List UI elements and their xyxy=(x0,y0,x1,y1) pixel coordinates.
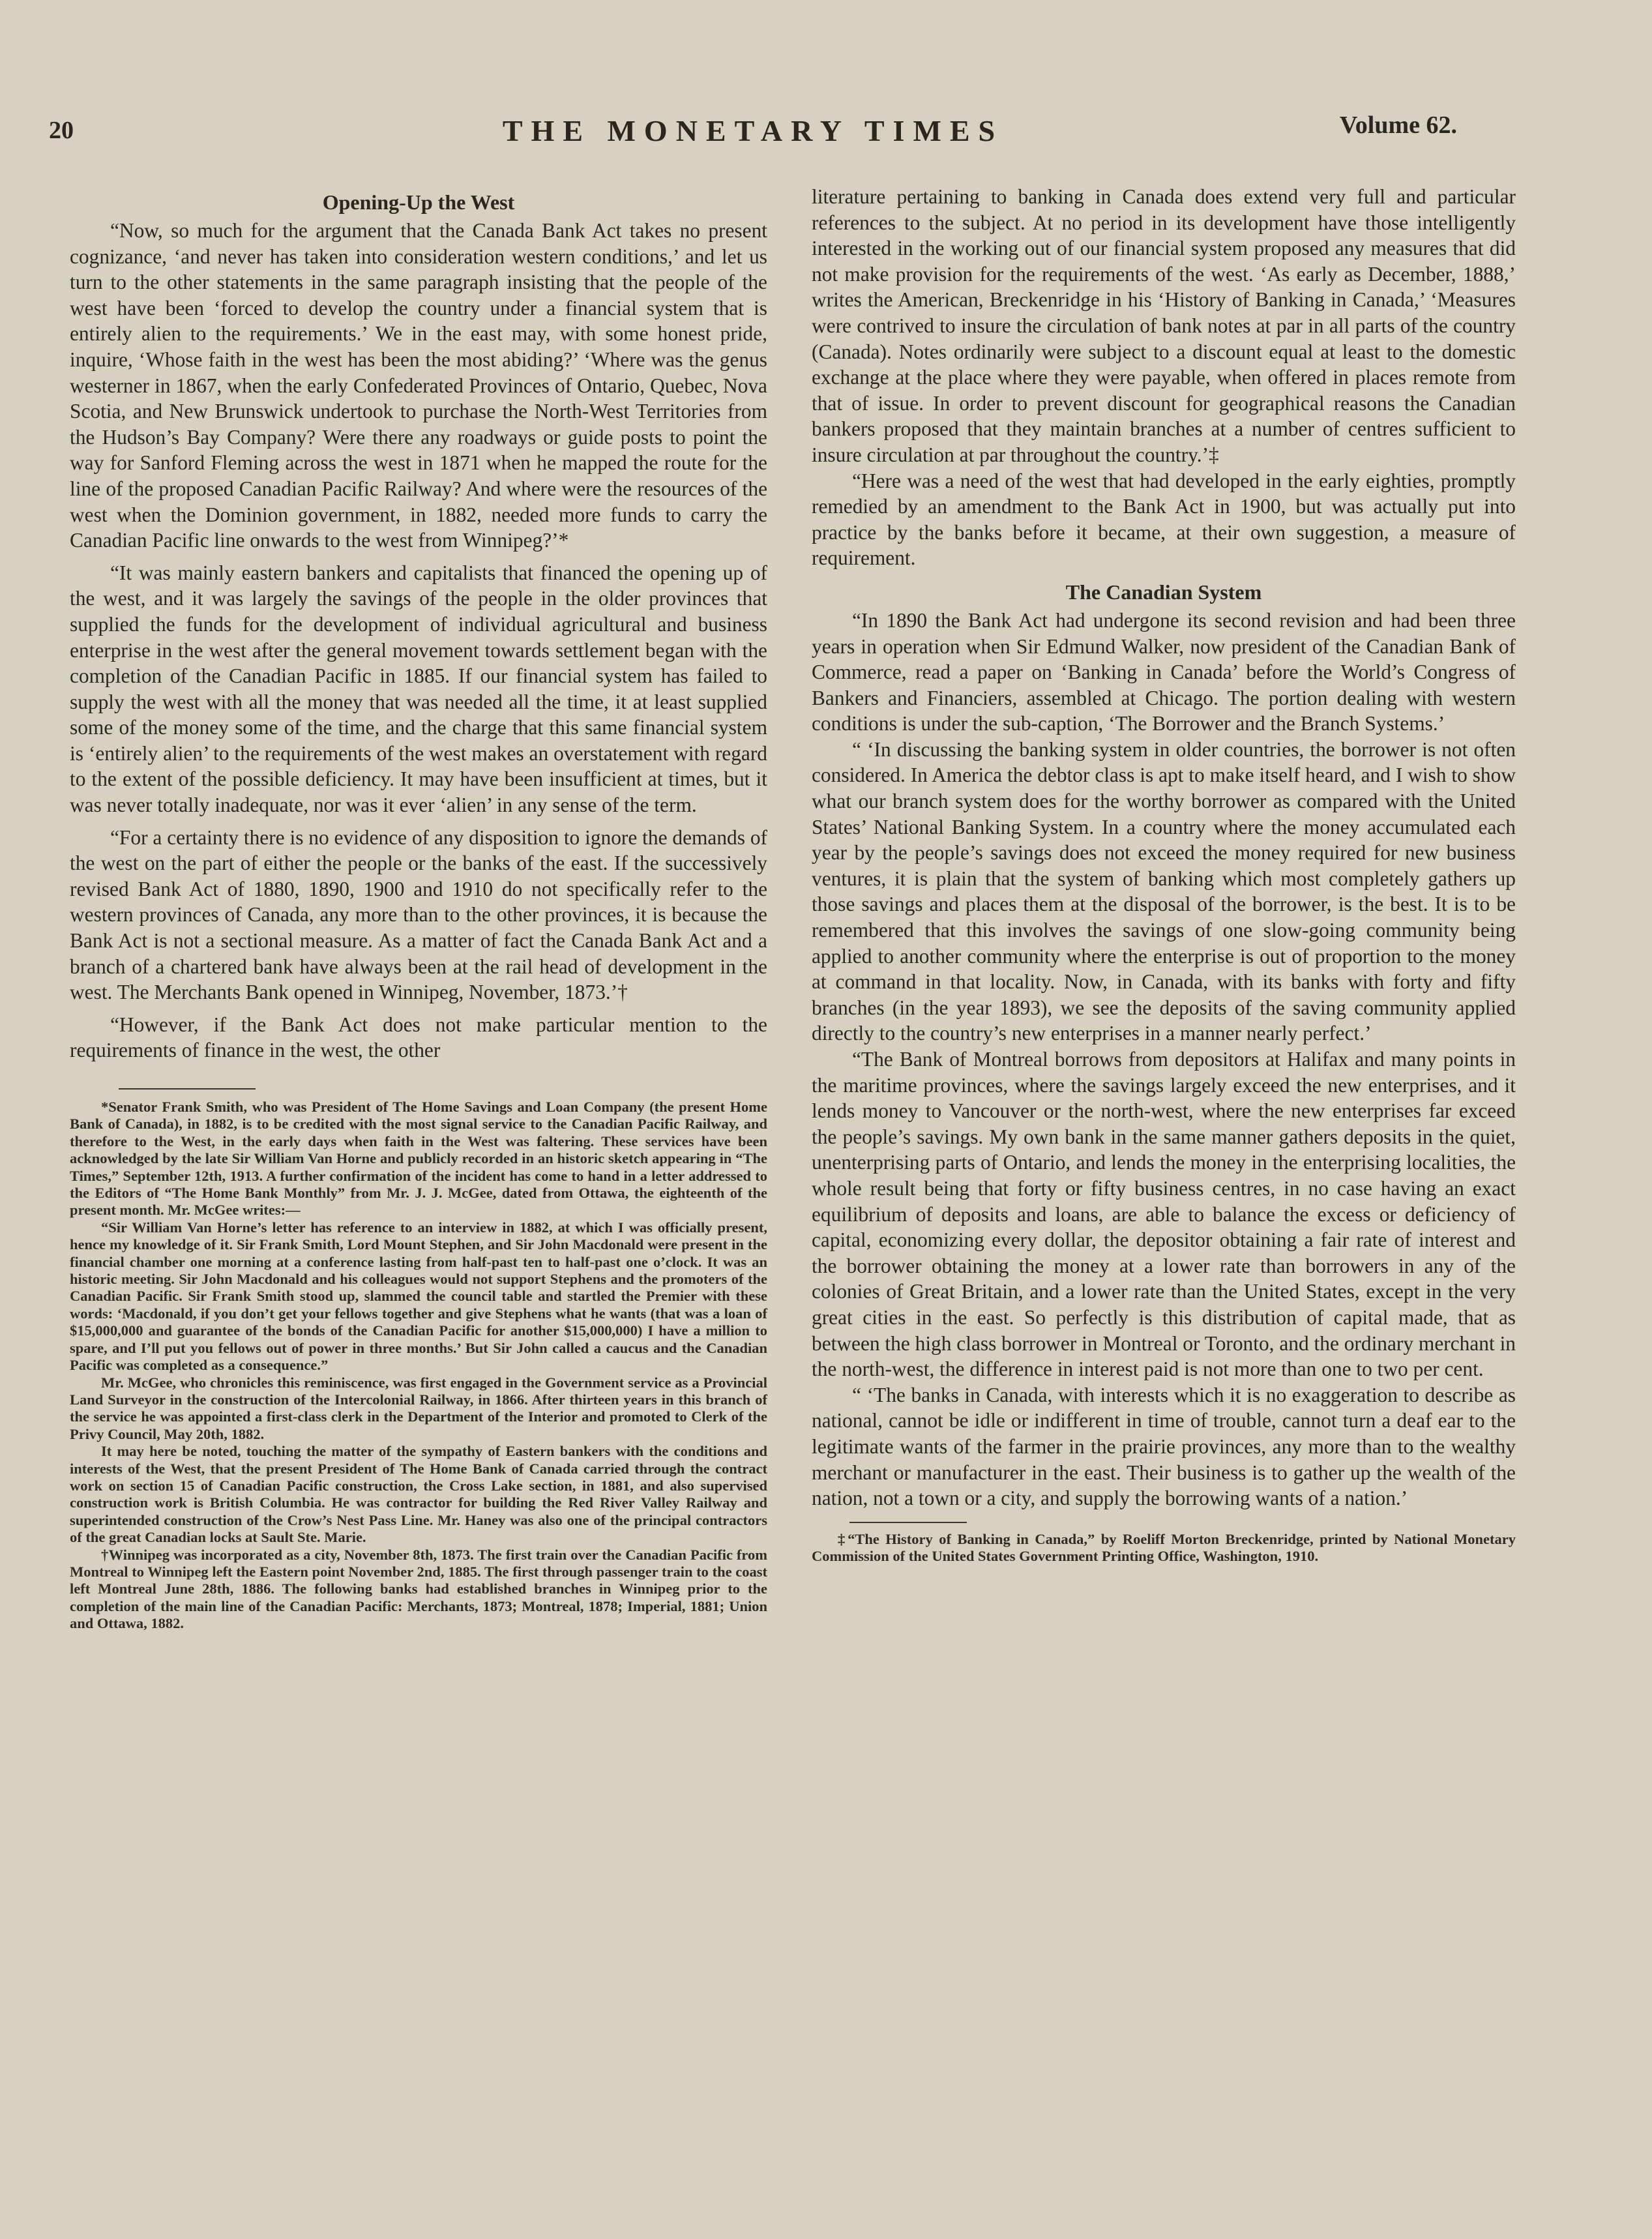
paragraph: “However, if the Bank Act does not make particular mention to the requirements of finance in the west, the other xyxy=(70,1013,767,1062)
footnote-divider xyxy=(119,1088,256,1090)
footnote-winnipeg: †Winnipeg was incorporated as a city, November 8th, 1873. The first train over the Canadian Pacific from Montreal to Winnipeg left the Eastern point November 2nd, 1885. The first through passenger train to the coast left Montreal June 28th, 1886. The following banks had established branches in Winnipeg prior to the completion of the main line of the Canadian Pacific: Merchants, 1873; Montreal, 1878; Imperial, 1881; Union and Ottawa, 1882. xyxy=(70,1546,767,1632)
footnote-mcgee-letter: “Sir William Van Horne’s letter has reference to an interview in 1882, at which I was officially present, hence my knowledge of it. Sir Frank Smith, Lord Mount Stephen, and Sir John Macdonald were present in the financial chamber one morning at a conference lasting from half-past ten to half-past one o’clock. It was an historic meeting. Sir John Macdonald and his colleagues would not support Stephens and the promoters of the Canadian Pacific. Sir Frank Smith stood up, slammed the council table and startled the Premier with these words: ‘Macdonald, if you don’t get your fellows together and give Stephens what he wants (that was a loan of $15,000,000 and guarantee of the bonds of the Canadian Pacific for another $15,000,000) I have a million to spare, and I’ll put you fellows out of power in three months.’ But Sir John called a caucus and the Canadian Pacific was completed as a consequence.” xyxy=(70,1219,767,1374)
right-column xyxy=(812,184,1516,1565)
page-header xyxy=(49,111,1457,155)
publication-title: THE MONETARY TIMES xyxy=(502,114,1004,147)
footnote-senator-frank-smith: *Senator Frank Smith, who was President of The Home Savings and Loan Company (the present Home Bank of Canada), in 1882, is to be credited with the most signal service to the Canadian Pacific Railway, and therefore to the West, in the early days when faith in the West was faltering. These services have been acknowledged by the late Sir William Van Horne and publicly recorded in an historic sketch appearing in “The Times,” September 12th, 1913. A further confirmation of the incident has come to hand in a letter addressed to the Editors of “The Home Bank Monthly” from Mr. J. J. McGee, dated from Ottawa, the eighteenth of the present month. Mr. McGee writes:— xyxy=(70,1099,767,1219)
footnote-eastern-bankers: It may here be noted, touching the matter of the sympathy of Eastern bankers with the conditions and interests of the West, that the present President of The Home Bank of Canada carried through the contract work on section 15 of Canadian Pacific construction, the Cross Lake section, in 1881, and also supervised construction work is British Columbia. He was contractor for building the Red River Valley Railway and superintended construction of the Crow’s Nest Pass Line. Mr. Haney was also one of the principal contractors of the great Canadian locks at Sault Ste. Marie. xyxy=(70,1443,767,1546)
paragraph: “Here was a need of the west that had developed in the early eighties, promptly remedied by an amendment to the Bank Act in 1900, but was actually put into practice by the banks before it became, at their own suggestion, a measure of requirement. xyxy=(812,469,1516,570)
paragraph: “Now, so much for the argument that the Canada Bank Act takes no present cognizance, ‘and never has taken into consideration western conditions,’ and let us turn to the other statements in the same paragraph insisting that the people of the west have been ‘forced to develop the country under a financial system that is entirely alien to the requirements.’ We in the east may, with some honest pride, inquire, ‘Whose faith in the west has been the most abiding?’ ‘Where was the genus westerner in 1867, when the early Confederated Provinces of Ontario, Quebec, Nova Scotia, and New Brunswick undertook to purchase the North-West Territories from the Hudson’s Bay Company? Were there any roadways or guide posts to point the way for Sanford Fleming across the west in 1871 when he mapped the route for the line of the proposed Canadian Pacific Railway? And where were the resources of the west when the Dominion government, in 1882, needed more funds to carry the Canadian Pacific line onwards to the west from Winnipeg?’* xyxy=(70,219,767,552)
paragraph: “It was mainly eastern bankers and capitalists that financed the opening up of the west, and it was largely the savings of the people in the older provinces that supplied the funds for the development of individual agricultural and business enterprise in the west after the general movement towards settlement began with the completion of the Canadian Pacific in 1885. If our financial system has failed to supply the west with all the money that was needed all the time, it at least supplied some of the money some of the time, and the charge that this same financial system is ‘entirely alien’ to the requirements of the west makes an overstatement with regard to the extent of the possible deficiency. It may have been insufficient at times, but it was never totally inadequate, nor was it ever ‘alien’ in any sense of the term. xyxy=(70,561,767,817)
section-heading-opening-up-the-west: Opening-Up the West xyxy=(322,190,515,214)
section-heading-canadian-system: The Canadian System xyxy=(1065,580,1262,604)
left-column xyxy=(70,184,767,1633)
footnote-mcgee-biography: Mr. McGee, who chronicles this reminiscence, was first engaged in the Government service as a Provincial Land Surveyor in the construction of the Intercolonial Railway, in 1866. After thirteen years in this branch of the service he was appointed a first-class clerk in the Department of the Interior and promoted to Clerk of the Privy Council, May 20th, 1882. xyxy=(70,1374,767,1442)
footnote-breckenridge: ‡“The History of Banking in Canada,” by Roeliff Morton Breckenridge, printed by National Monetary Commission of the United States Government Printing Office, Washington, 1910. xyxy=(812,1530,1516,1565)
paragraph: “ ‘The banks in Canada, with interests which it is no exaggeration to describe as national, cannot be idle or indifferent in time of trouble, cannot turn a deaf ear to the legitimate wants of the farmer in the prairie provinces, any more than to the wealthy merchant or manufacturer in the east. Their business is to gather up the wealth of the nation, not a town or a city, and supply the borrowing wants of a nation.’ xyxy=(812,1383,1516,1510)
footnote-divider xyxy=(849,1522,967,1523)
paragraph: “In 1890 the Bank Act had undergone its second revision and had been three years in operation when Sir Edmund Walker, now president of the Canadian Bank of Commerce, read a paper on ‘Banking in Canada’ before the World’s Congress of Bankers and Financiers, assembled at Chicago. The portion dealing with western conditions is under the sub-caption, ‘The Borrower and the Branch Systems.’ xyxy=(812,608,1516,735)
paragraph: “The Bank of Montreal borrows from depositors at Halifax and many points in the maritime provinces, where the savings largely exceed the new enterprises, and it lends money to Vancouver or the north-west, where the new enterprises far exceed the people’s savings. My own bank in the same manner gathers deposits in the quiet, unenterprising parts of Ontario, and lends the money in the enterprising localities, the whole result being that forty or fifty business centres, in no case having an exact equilibrium of deposits and loans, are able to balance the excess or deficiency of capital, economizing every dollar, the depositor obtaining a fair rate of interest and the borrower obtaining the money at a lower rate than borrowers in any of the colonies of Great Britain, and a lower rate than the United States, except in the very great cities in the east. So perfectly is this distribution of capital made, that as between the high class borrower in Montreal or Toronto, and the ordinary merchant in the north-west, the difference in interest paid is not more than one to two per cent. xyxy=(812,1048,1516,1381)
volume-label: Volume 62. xyxy=(1339,111,1457,139)
paragraph: literature pertaining to banking in Canada does extend very full and particular references to the subject. At no period in its development have those intelligently interested in the working out of our financial system proposed any measures that did not make provision for the requirements of the west. ‘As early as December, 1888,’ writes the American, Breckenridge in his ‘History of Banking in Canada,’ ‘Measures were contrived to insure the circulation of bank notes at par in all parts of the country (Canada). Notes ordinarily were subject to a discount equal at least to the domestic exchange at the place where they were payable, when offered in places remote from that of issue. In order to prevent discount for geographical reasons the Canadian bankers proposed that they maintain branches at a number of centres sufficient to insure circulation at par throughout the country.’‡ xyxy=(812,185,1516,466)
paragraph: “ ‘In discussing the banking system in older countries, the borrower is not often considered. In America the debtor class is apt to make itself heard, and I wish to show what our branch system does for the worthy borrower as compared with the United States’ National Banking System. In a country where the money accumulated each year by the people’s savings does not exceed the money required for new business ventures, it is plain that the system of banking which most completely gathers up those savings and places them at the disposal of the borrower, is the best. It is to be remembered that this involves the savings of one slow-going community being applied to another community where the enterprise is out of proportion to the money at command in that locality. Now, in Canada, with its banks with forty and fifty branches (in the year 1893), we see the deposits of the saving community applied directly to the country’s new enterprises in a manner nearly perfect.’ xyxy=(812,737,1516,1045)
paragraph: “For a certainty there is no evidence of any disposition to ignore the demands of the west on the part of either the people or the banks of the east. If the successively revised Bank Act of 1880, 1890, 1900 and 1910 do not specifically refer to the western provinces of Canada, any more than to the other provinces, it is because the Bank Act is not a sectional measure. As a matter of fact the Canada Bank Act and a branch of a chartered bank have always been at the rail head of development in the west. The Merchants Bank opened in Winnipeg, November, 1873.’† xyxy=(70,825,767,1004)
page-number: 20 xyxy=(49,117,74,144)
